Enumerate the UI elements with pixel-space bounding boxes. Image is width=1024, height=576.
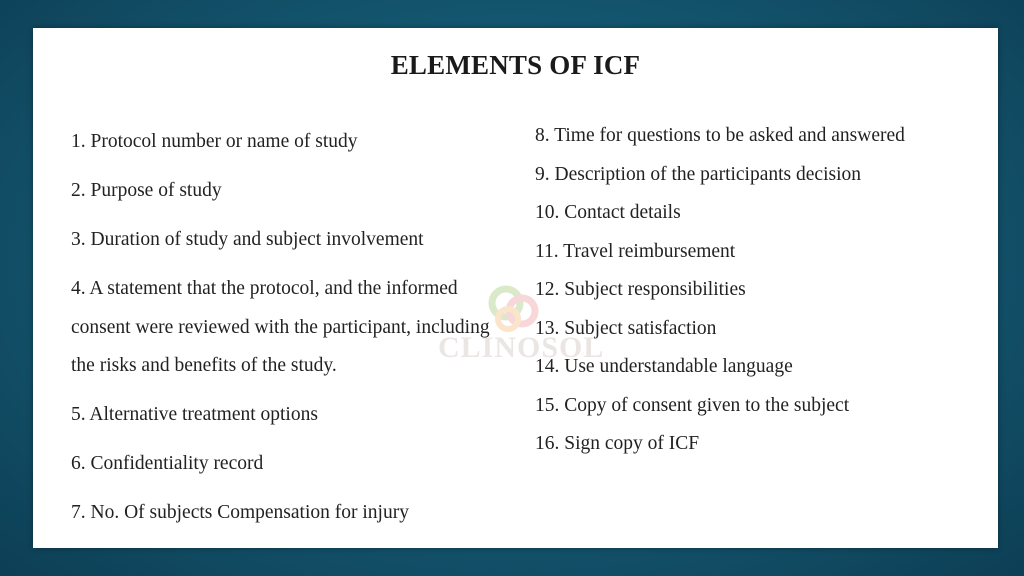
list-item: 15. Copy of consent given to the subject (535, 394, 850, 416)
list-item: 2. Purpose of study (71, 180, 222, 201)
list-item: 12. Subject responsibilities (535, 279, 746, 300)
slide (33, 28, 998, 548)
list-item: 5. Alternative treatment options (71, 404, 318, 425)
list-item: 1. Protocol number or name of study (71, 131, 358, 152)
list-item: 6. Confidentiality record (71, 453, 264, 474)
right-list (535, 117, 975, 464)
list-item: 11. Travel reimbursement (535, 240, 736, 262)
list-item: 16. Sign copy of ICF (535, 433, 700, 454)
list-item: 9. Description of the participants decision (535, 163, 861, 185)
list-item: 13. Subject satisfaction (535, 317, 717, 339)
list-item: 3. Duration of study and subject involvement (71, 229, 424, 250)
watermark-text: CLINOSOL (438, 331, 605, 364)
list-item: 14. Use understandable language (535, 356, 793, 377)
slide-title: ELEMENTS OF ICF (390, 50, 641, 80)
left-list (71, 123, 501, 543)
list-item: 4. A statement that the protocol, and the informed consent were reviewed with the participant, including the risks and benefits of the study. (71, 278, 490, 376)
list-item: 8. Time for questions to be asked and answered (535, 125, 905, 146)
list-item: 7. No. Of subjects Compensation for injury (71, 502, 409, 523)
list-item: 10. Contact details (535, 202, 681, 223)
